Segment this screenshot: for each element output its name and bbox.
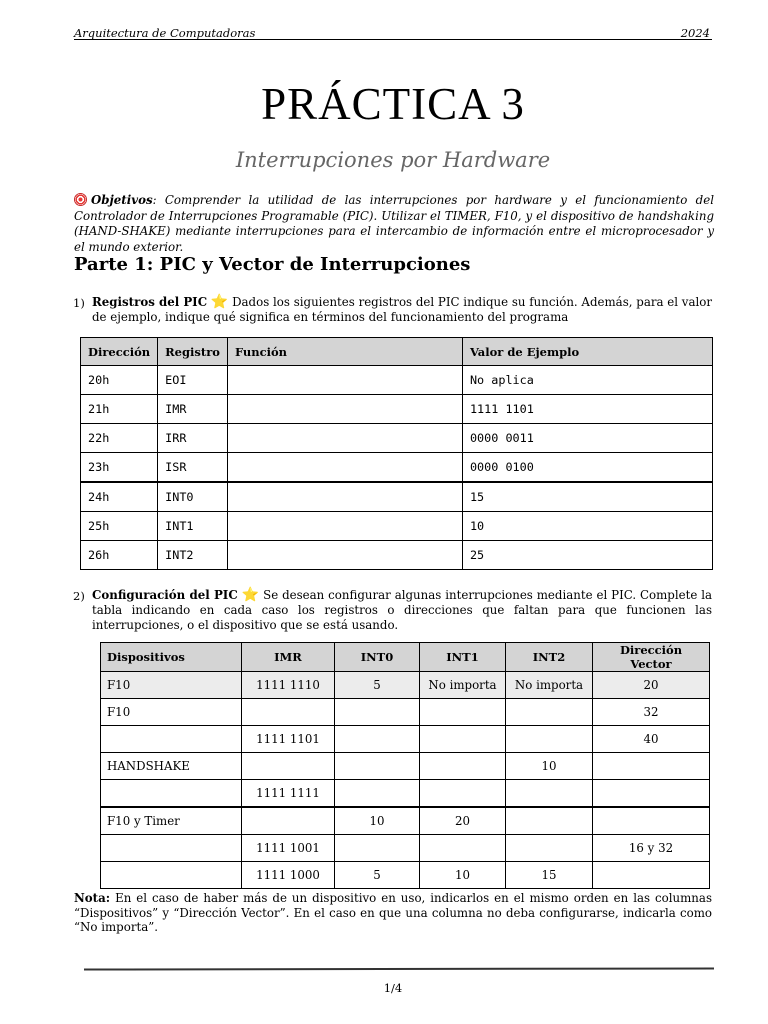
table-cell: EOI xyxy=(158,366,228,395)
table-header-row xyxy=(81,338,713,366)
table-cell[interactable] xyxy=(335,753,420,780)
column-header: Registro xyxy=(158,338,228,366)
column-header: Dispositivos xyxy=(101,643,242,672)
page-title: PRÁCTICA 3 xyxy=(261,79,525,129)
note-text: En el caso de haber más de un dispositivo en uso, indicarlos en el mismo orden en las columnas “Dispositivos” y “Dirección Vector”. En el caso en que una columna no deba configurarse, indicarla como “No importa”. xyxy=(74,891,712,934)
objectives-label: Objetivos xyxy=(91,193,153,207)
column-header: INT0 xyxy=(335,643,420,672)
table-cell[interactable] xyxy=(242,753,335,780)
table-cell[interactable] xyxy=(593,780,710,808)
table-row xyxy=(101,726,710,753)
table-cell[interactable]: F10 xyxy=(101,699,242,726)
table-cell: 1111 1110 xyxy=(242,672,335,699)
table-cell[interactable]: 5 xyxy=(335,862,420,889)
star-icon: ⭐ xyxy=(210,294,229,310)
table-cell: F10 xyxy=(101,672,242,699)
table-row xyxy=(101,672,710,699)
table-row xyxy=(81,482,713,512)
table-cell[interactable] xyxy=(227,395,462,424)
header-course: Arquitectura de Computadoras xyxy=(74,26,256,40)
table-cell[interactable] xyxy=(101,862,242,889)
table-cell[interactable] xyxy=(506,726,593,753)
table-cell[interactable] xyxy=(101,835,242,862)
table-cell: 10 xyxy=(462,512,712,541)
table-cell: IMR xyxy=(158,395,228,424)
table-cell[interactable] xyxy=(506,807,593,835)
objectives-text: : Comprender la utilidad de las interrupciones por hardware y el funcionamiento del Controlador de Interrupciones Programable (PIC). Utilizar el TIMER, F10, y el dispositivo de handshaking (HAND-SHAKE) mediante interrupciones para el intercambio de información entre el microprocesador y el mundo exterior. xyxy=(74,193,714,254)
table-cell: INT2 xyxy=(158,541,228,570)
note-label: Nota: xyxy=(74,891,111,905)
table-row xyxy=(101,807,710,835)
table-cell[interactable]: 20 xyxy=(420,807,506,835)
table-cell[interactable] xyxy=(227,541,462,570)
column-header: Función xyxy=(227,338,462,366)
table-row xyxy=(81,541,713,570)
table-cell[interactable] xyxy=(506,835,593,862)
question-1 xyxy=(92,295,712,325)
question-1-text: Dados los siguientes registros del PIC indique su función. Además, para el valor de ejemplo, indique qué significa en términos del funcionamiento del programa xyxy=(92,295,712,324)
table-cell: INT1 xyxy=(158,512,228,541)
table-cell: 20h xyxy=(81,366,158,395)
table-cell[interactable]: 1111 1101 xyxy=(242,726,335,753)
table-row xyxy=(81,395,713,424)
table-cell[interactable]: 10 xyxy=(420,862,506,889)
table-cell: 1111 1101 xyxy=(462,395,712,424)
table-cell[interactable]: 10 xyxy=(506,753,593,780)
table-cell[interactable] xyxy=(242,699,335,726)
table-row xyxy=(101,780,710,808)
table-cell: INT0 xyxy=(158,482,228,512)
table-cell[interactable] xyxy=(420,753,506,780)
table-cell: IRR xyxy=(158,424,228,453)
table-cell[interactable] xyxy=(420,699,506,726)
table-cell: 15 xyxy=(462,482,712,512)
table-cell[interactable] xyxy=(335,726,420,753)
column-header: INT1 xyxy=(420,643,506,672)
table-row xyxy=(81,366,713,395)
table-cell[interactable]: 1111 1000 xyxy=(242,862,335,889)
table-cell[interactable] xyxy=(227,424,462,453)
table-cell[interactable] xyxy=(335,835,420,862)
objectives-paragraph xyxy=(74,193,714,255)
page-number: 1/4 xyxy=(383,981,403,995)
table-cell: 20 xyxy=(593,672,710,699)
table-cell[interactable] xyxy=(227,453,462,483)
table-cell[interactable]: F10 y Timer xyxy=(101,807,242,835)
table-cell: 25h xyxy=(81,512,158,541)
table-cell[interactable]: HANDSHAKE xyxy=(101,753,242,780)
table-cell[interactable] xyxy=(227,482,462,512)
table-cell: 5 xyxy=(335,672,420,699)
table-cell[interactable] xyxy=(335,780,420,808)
table-cell[interactable] xyxy=(335,699,420,726)
table-cell: No importa xyxy=(506,672,593,699)
table-cell[interactable] xyxy=(506,699,593,726)
table-cell[interactable]: 15 xyxy=(506,862,593,889)
table-cell: 23h xyxy=(81,453,158,483)
table-row xyxy=(81,453,713,483)
table-cell[interactable] xyxy=(420,780,506,808)
table-cell[interactable] xyxy=(101,726,242,753)
table-cell[interactable] xyxy=(420,726,506,753)
table-row xyxy=(101,862,710,889)
question-2-text: Se desean configurar algunas interrupciones mediante el PIC. Complete la tabla indicando en cada caso los registros o direcciones que faltan para que funcionen las interrupciones, o el dispositivo que se está usando. xyxy=(92,588,713,632)
table-cell: ISR xyxy=(158,453,228,483)
table-cell: No importa xyxy=(420,672,506,699)
table-cell: 25 xyxy=(462,541,712,570)
table-row xyxy=(101,835,710,862)
question-1-title: Registros del PIC xyxy=(92,295,208,309)
header-divider xyxy=(74,39,712,40)
question-2-number: 2) xyxy=(73,589,85,603)
table-cell[interactable]: 1111 1001 xyxy=(242,835,335,862)
table-cell: 22h xyxy=(81,424,158,453)
star-icon: ⭐ xyxy=(241,587,260,603)
footer-divider xyxy=(84,967,714,970)
table-cell[interactable] xyxy=(242,807,335,835)
table-cell[interactable]: 40 xyxy=(593,726,710,753)
table-cell: 21h xyxy=(81,395,158,424)
table-cell[interactable] xyxy=(593,753,710,780)
table-cell: 24h xyxy=(81,482,158,512)
question-2 xyxy=(92,588,712,633)
table-cell: No aplica xyxy=(462,366,712,395)
table-cell[interactable] xyxy=(593,807,710,835)
table-cell[interactable] xyxy=(593,862,710,889)
table-cell: 0000 0011 xyxy=(462,424,712,453)
table-row xyxy=(81,512,713,541)
column-header: IMR xyxy=(242,643,335,672)
pic-config-table xyxy=(100,642,710,889)
table-cell[interactable] xyxy=(101,780,242,808)
table-row xyxy=(101,753,710,780)
column-header: Dirección xyxy=(81,338,158,366)
table-cell[interactable]: 32 xyxy=(593,699,710,726)
question-1-number: 1) xyxy=(73,296,85,310)
table-cell[interactable] xyxy=(227,512,462,541)
table-cell: 26h xyxy=(81,541,158,570)
table-cell[interactable]: 10 xyxy=(335,807,420,835)
page-subtitle: Interrupciones por Hardware xyxy=(235,148,551,172)
table-cell: 0000 0100 xyxy=(462,453,712,483)
table-header-row xyxy=(101,643,710,672)
part1-heading: Parte 1: PIC y Vector de Interrupciones xyxy=(74,254,471,275)
table-row xyxy=(81,424,713,453)
table-cell[interactable] xyxy=(227,366,462,395)
note-paragraph xyxy=(74,891,712,935)
table-cell[interactable]: 1111 1111 xyxy=(242,780,335,808)
target-icon xyxy=(74,193,87,206)
column-header: Dirección Vector xyxy=(593,643,710,672)
column-header: Valor de Ejemplo xyxy=(462,338,712,366)
pic-registers-table xyxy=(80,337,713,570)
column-header: INT2 xyxy=(506,643,593,672)
table-cell[interactable] xyxy=(420,835,506,862)
question-2-title: Configuración del PIC xyxy=(92,588,238,602)
table-row xyxy=(101,699,710,726)
header-year: 2024 xyxy=(680,26,710,40)
table-cell[interactable]: 16 y 32 xyxy=(593,835,710,862)
table-cell[interactable] xyxy=(506,780,593,808)
